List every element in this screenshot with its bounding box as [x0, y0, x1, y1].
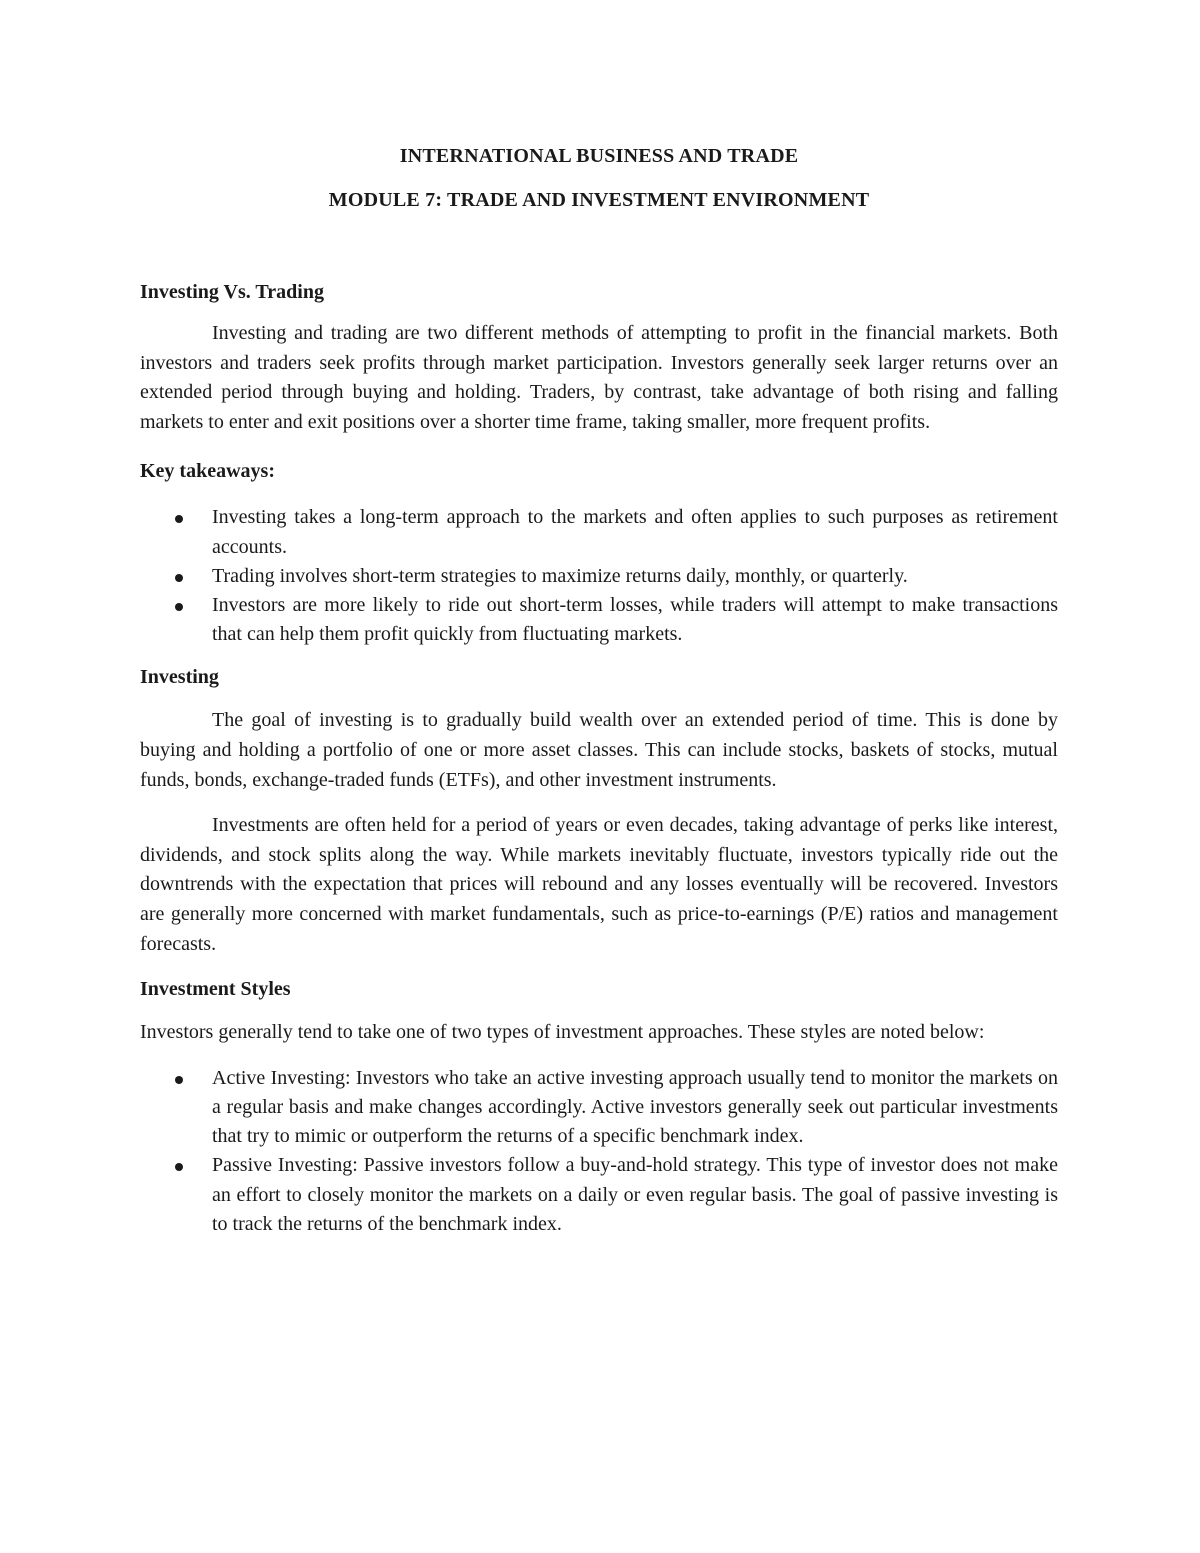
investment-styles-list: [140, 1064, 1058, 1239]
list-item-text: Investing takes a long-term approach to the markets and often applies to such purposes as retirement accounts.: [212, 506, 1058, 558]
document-title: INTERNATIONAL BUSINESS AND TRADE: [399, 145, 799, 167]
list-item: [212, 503, 1058, 561]
document-page: [140, 138, 1058, 1239]
list-item-text: Trading involves short-term strategies to maximize returns daily, monthly, or quarterly.: [212, 564, 908, 587]
bullet-icon: [175, 515, 183, 523]
key-takeaways-list: [140, 503, 1058, 649]
section-heading-investing: Investing: [140, 666, 219, 689]
paragraph-investing-2: Investments are often held for a period of years or even decades, taking advantage of perks like interest, dividends, and stock splits along the way. While markets inevitably fluctuate, investors typically ride out the downtrends with the expectation that prices will rebound and any losses eventually will be recovered. Investors are generally more concerned with market fundamentals, such as price-to-earnings (P/E) ratios and management forecasts.: [140, 814, 1058, 955]
section-heading-investing-vs-trading: Investing Vs. Trading: [140, 281, 324, 303]
bullet-icon: [175, 574, 183, 582]
list-item: [212, 1151, 1058, 1239]
bullet-icon: [175, 1163, 183, 1171]
list-item: [212, 562, 1058, 591]
module-title: MODULE 7: TRADE AND INVESTMENT ENVIRONMENT: [328, 189, 870, 211]
list-item-text: Passive Investing: Passive investors follow a buy-and-hold strategy. This type of investor does not make an effort to closely monitor the markets on a daily or even regular basis. The goal of passive investing is to track the returns of the benchmark index.: [212, 1154, 1058, 1235]
section-heading-key-takeaways: Key takeaways:: [140, 460, 275, 483]
paragraph-investing-vs-trading: Investing and trading are two different methods of attempting to profit in the financial markets. Both investors and traders seek profits through market participation. Investors generally seek larger returns over an extended period through buying and holding. Traders, by contrast, take advantage of both rising and falling markets to enter and exit positions over a shorter time frame, taking smaller, more frequent profits.: [140, 322, 1058, 433]
list-item: [212, 591, 1058, 649]
section-heading-investment-styles: Investment Styles: [140, 978, 291, 1001]
bullet-icon: [175, 1076, 183, 1084]
paragraph-investment-styles-intro: Investors generally tend to take one of two types of investment approaches. These styles are noted below:: [140, 1021, 985, 1044]
bullet-icon: [175, 603, 183, 611]
list-item-text: Investors are more likely to ride out short-term losses, while traders will attempt to make transactions that can help them profit quickly from fluctuating markets.: [212, 593, 1058, 646]
list-item: [212, 1064, 1058, 1152]
paragraph-investing-1: The goal of investing is to gradually build wealth over an extended period of time. This is done by buying and holding a portfolio of one or more asset classes. This can include stocks, baskets of stocks, mutual funds, bonds, exchange-traded funds (ETFs), and other investment instruments.: [140, 709, 1058, 791]
list-item-text: Active Investing: Investors who take an active investing approach usually tend to monitor the markets on a regular basis and make changes accordingly. Active investors generally seek out particular investments that try to mimic or outperform the returns of a specific benchmark index.: [212, 1066, 1058, 1148]
